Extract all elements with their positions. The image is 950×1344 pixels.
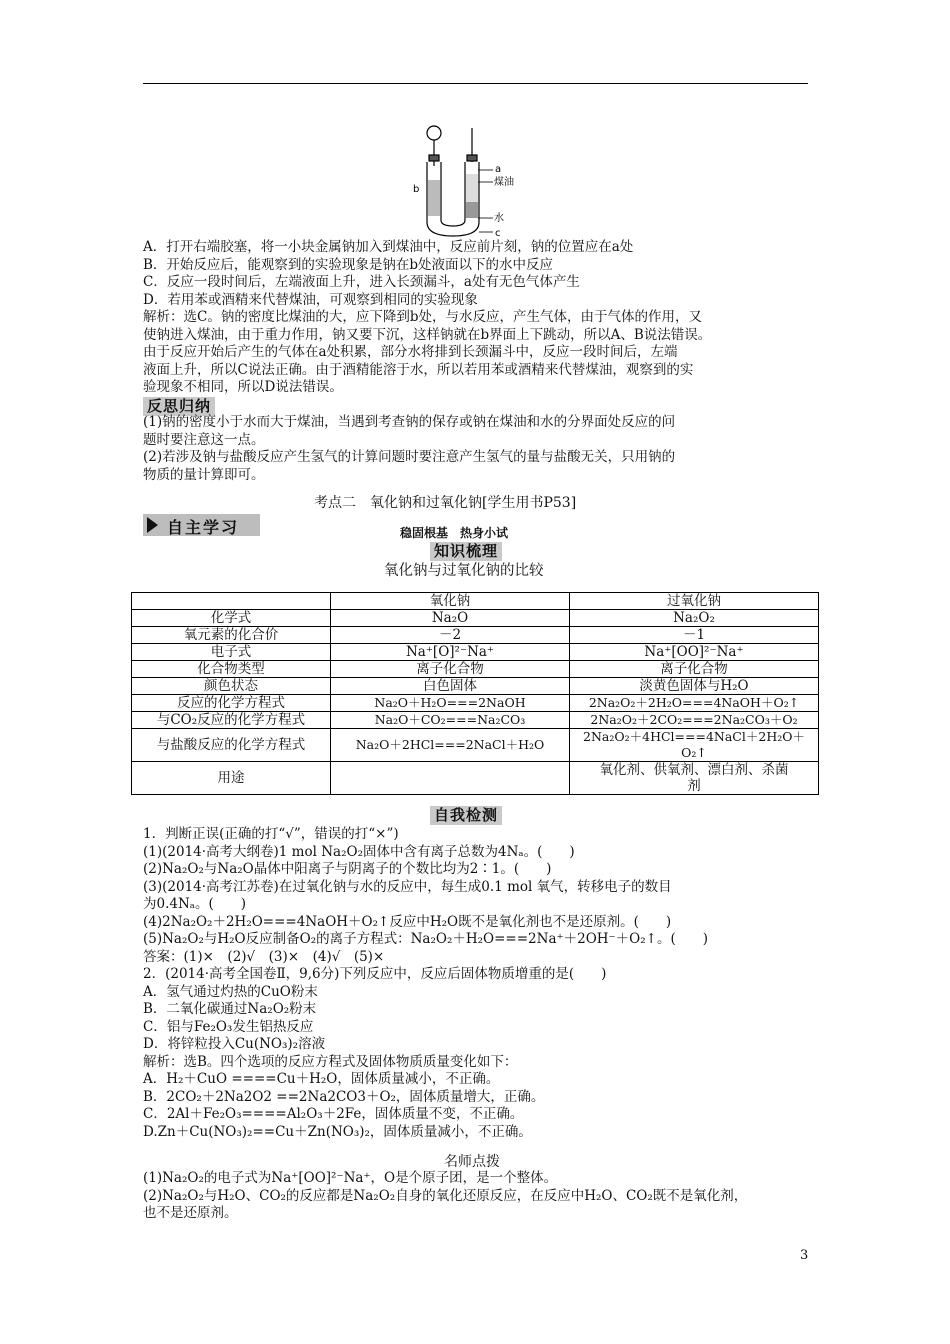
- analysis-line: 液面上升，所以C说法正确。由于酒精能溶于水，所以若用苯或酒精来代替煤油，观察到的实: [143, 361, 694, 378]
- analysis-line: A．H₂＋CuO ====Cu＋H₂O，固体质量减小，不正确。: [143, 1071, 500, 1087]
- table-row: [132, 644, 819, 661]
- option-b: B．开始反应后，能观察到的实验现象是钠在b处液面以下的水中反应: [143, 256, 554, 273]
- table-cell: Na₂O＋H₂O===2NaOH: [331, 695, 570, 712]
- question-line: (4)2Na₂O₂＋2H₂O===4NaOH＋O₂↑反应中H₂O既不是氧化剂也不是还原剂。( ): [143, 913, 672, 930]
- table-header-row: [132, 593, 819, 610]
- figure-label-c: c: [495, 228, 501, 239]
- question-line: (1)(2014·高考大纲卷)1 mol Na₂O₂固体中含有离子总数为4Nₐ。( ): [143, 843, 575, 860]
- analysis-line: C．2Al＋Fe₂O₃====Al₂O₃＋2Fe，固体质量不变，不正确。: [143, 1106, 524, 1122]
- analysis-line: 验现象不相同，所以D说法错误。: [143, 379, 343, 395]
- option-line: B．二氧化碳通过Na₂O₂粉末: [143, 1001, 317, 1017]
- table-cell: 离子化合物: [570, 661, 819, 678]
- subtitle: 稳固根基 热身小试: [400, 526, 509, 540]
- table-cell: [331, 762, 570, 795]
- analysis-line: B．2CO₂＋2Na2O2 ==2Na2CO3＋O₂，固体质量增大，正确。: [143, 1088, 545, 1105]
- question-line: 2．(2014·高考全国卷Ⅱ，9,6分)下列反应中，反应后固体物质增重的是( ): [143, 966, 607, 982]
- figure-label-kerosene: 煤油: [494, 177, 514, 188]
- table-cell: 2Na₂O₂＋4HCl===4NaCl＋2H₂O＋ O₂↑: [570, 729, 819, 762]
- header-rule: [143, 83, 808, 84]
- figure-label-b: b: [413, 184, 420, 195]
- table-cell: 电子式: [132, 644, 331, 661]
- table-row: [132, 661, 819, 678]
- u-tube-apparatus-figure: [400, 122, 514, 240]
- table-header-cell: 过氧化钠: [570, 593, 819, 610]
- table-cell: 氧元素的化合价: [132, 627, 331, 644]
- self-study-label: 自主学习: [167, 518, 240, 537]
- reflect-line: (1)钠的密度小于水而大于煤油，当遇到考查钠的保存或钠在煤油和水的分界面处反应的问: [143, 414, 676, 430]
- table-cell: 化合物类型: [132, 661, 331, 678]
- table-row: [132, 627, 819, 644]
- table-cell: Na₂O＋CO₂===Na₂CO₃: [331, 712, 570, 729]
- table-row: [132, 695, 819, 712]
- question-line: (3)(2014·高考江苏卷)在过氧化钠与水的反应中，每生成0.1 mol 氧气，转移电子的数目: [143, 878, 672, 895]
- reflect-line: 物质的量计算即可。: [143, 466, 265, 483]
- table-row: [132, 610, 819, 627]
- table-cell: Na₂O₂: [570, 610, 819, 627]
- reflect-summary-tag: 反思归纳: [143, 397, 215, 416]
- table-cell: Na₂O＋2HCl===2NaCl＋H₂O: [331, 729, 570, 762]
- reflect-line: 题时要注意这一点。: [143, 431, 265, 448]
- question-line: (2)Na₂O₂与Na₂O晶体中阳离子与阴离子的个数比均为2∶1。( ): [143, 861, 552, 877]
- option-d: D．若用苯或酒精来代替煤油，可观察到相同的实验现象: [143, 291, 478, 308]
- question-line: 1．判断正误(正确的打“√”，错误的打“×”): [143, 826, 399, 842]
- option-c: C．反应一段时间后，左端液面上升，进入长颈漏斗，a处有无色气体产生: [143, 274, 580, 290]
- table-cell: 与盐酸反应的化学方程式: [132, 729, 331, 762]
- tips-line: (1)Na₂O₂的电子式为Na⁺[OO]²⁻Na⁺，O是个原子团，是一个整体。: [143, 1170, 558, 1186]
- table-cell: Na⁺[OO]²⁻Na⁺: [570, 644, 819, 661]
- table-cell: 与CO₂反应的化学方程式: [132, 712, 331, 729]
- question-line: (5)Na₂O₂与H₂O反应制备O₂的离子方程式：Na₂O₂＋H₂O===2Na⁺＋2OH⁻＋O₂↑。( ): [143, 931, 709, 947]
- comparison-table: [131, 592, 819, 795]
- table-row: [132, 678, 819, 695]
- option-a: A．打开右端胶塞，将一小块金属钠加入到煤油中，反应前片刻，钠的位置应在a处: [143, 239, 634, 255]
- table-row: [132, 712, 819, 729]
- self-check-tag: 自我检测: [430, 806, 502, 825]
- table-row: [132, 762, 819, 795]
- page-number: 3: [800, 1248, 809, 1263]
- table-caption: 氧化钠与过氧化钠的比较: [384, 563, 544, 579]
- question-line: 为0.4Nₐ。( ): [143, 896, 247, 912]
- tips-title: 名师点拨: [444, 1154, 500, 1170]
- figure-label-water: 水: [494, 213, 504, 224]
- self-study-banner: [143, 514, 260, 536]
- option-line: A．氢气通过灼热的CuO粉末: [143, 983, 318, 1000]
- table-cell: 用途: [132, 762, 331, 795]
- table-cell: －2: [331, 627, 570, 644]
- analysis-line: 使钠进入煤油，由于重力作用，钠又要下沉，这样钠就在b界面上下跳动，所以A、B说法错误。: [143, 326, 712, 343]
- table-cell: 白色固体: [331, 678, 570, 695]
- table-cell: 淡黄色固体与H₂O: [570, 678, 819, 695]
- analysis-line: 解析：选C。钠的密度比煤油的大，应下降到b处，与水反应，产生气体，由于气体的作用，又: [143, 309, 702, 325]
- figure-label-a: a: [495, 164, 502, 175]
- table-header-cell: [132, 593, 331, 610]
- table-cell: 2Na₂O₂＋2H₂O===4NaOH＋O₂↑: [570, 695, 819, 712]
- section-title: 考点二 氧化钠和过氧化钠[学生用书P53]: [314, 495, 577, 511]
- table-row: [132, 729, 819, 762]
- tips-line: 也不是还原剂。: [143, 1205, 238, 1221]
- table-cell: 离子化合物: [331, 661, 570, 678]
- analysis-line: 解析：选B。四个选项的反应方程式及固体物质质量变化如下：: [143, 1053, 518, 1070]
- knowledge-tag: 知识梳理: [430, 542, 502, 561]
- analysis-line: 由于反应开始后产生的气体在a处积累，部分水将排到长颈漏斗中，反应一段时间后，左端: [143, 344, 678, 360]
- table-cell: 颜色状态: [132, 678, 331, 695]
- table-cell: 2Na₂O₂＋2CO₂===2Na₂CO₃＋O₂: [570, 712, 819, 729]
- table-cell: 氧化剂、供氧剂、漂白剂、杀菌 剂: [570, 762, 819, 795]
- table-cell: Na⁺[O]²⁻Na⁺: [331, 644, 570, 661]
- tips-line: (2)Na₂O₂与H₂O、CO₂的反应都是Na₂O₂自身的氧化还原反应，在反应中H₂O、CO₂既不是氧化剂，: [143, 1187, 748, 1204]
- table-header-cell: 氧化钠: [331, 593, 570, 610]
- answer-line: 答案：(1)× (2)√ (3)× (4)√ (5)×: [143, 948, 385, 965]
- analysis-line: D.Zn＋Cu(NO₃)₂==Cu＋Zn(NO₃)₂，固体质量减小，不正确。: [143, 1123, 532, 1140]
- table-cell: 反应的化学方程式: [132, 695, 331, 712]
- option-line: D．将锌粒投入Cu(NO₃)₂溶液: [143, 1036, 326, 1052]
- play-triangle-icon: [147, 517, 158, 533]
- option-line: C．铝与Fe₂O₃发生铝热反应: [143, 1018, 314, 1035]
- table-cell: 化学式: [132, 610, 331, 627]
- table-cell: －1: [570, 627, 819, 644]
- reflect-line: (2)若涉及钠与盐酸反应产生氢气的计算问题时要注意产生氢气的量与盐酸无关，只用钠的: [143, 449, 676, 465]
- table-cell: Na₂O: [331, 610, 570, 627]
